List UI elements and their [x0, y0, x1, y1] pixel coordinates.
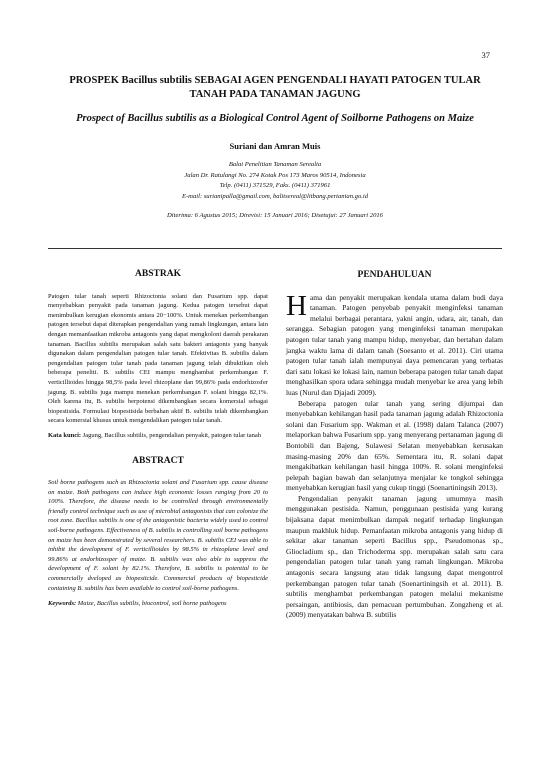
- pendahuluan-heading: PENDAHULUAN: [357, 270, 432, 280]
- drop-cap: H: [286, 289, 307, 322]
- pendahuluan-paragraph-1: [286, 289, 503, 399]
- affiliation-email: E-mail: surianipalla@gmail.com, balitsereal@litbang.pertanian.go.id: [181, 192, 369, 200]
- left-column: [48, 270, 268, 609]
- affiliation-phone: Telp. (0411) 371529, Faks. (0411) 371961: [219, 182, 331, 189]
- abstrak-heading: ABSTRAK: [135, 269, 181, 279]
- right-column: [286, 270, 503, 621]
- title-english: Prospect of Bacillus subtilis as a Biological Control Agent of Soilborne Pathogens on Maize: [76, 113, 474, 124]
- page-number: 37: [481, 50, 490, 60]
- abstrak-keywords: [48, 431, 268, 441]
- authors: Suriani dan Amran Muis: [229, 141, 321, 151]
- abstrak-keywords-text: Jagung, Bacillus subtilis, pengendalian penyakit, patogen tular tanah: [82, 431, 262, 439]
- divider-rule: [48, 248, 502, 249]
- pendahuluan-paragraph-3: Pengendalian penyakit tanaman jagung umumnya masih menggunakan pestisida. Namun, penggunaan pestisida yang kurang bijaksana dapat menimbulkan dampak negatif terhadap lingkungan maupun makhluk hidup. Pemanfaatan mikroba antagonis yang hidup di sekitar akar tanaman seperti Bacillus spp., Pseudomonas sp., Gliocladium sp., dan Trichoderma spp. merupakan salah satu cara pengendalian patogen tular tanah yang ramah lingkungan. Mikroba antagonis secara langsung atau tidak langsung dapat mengontrol perkembangan patogen tular tanah (Soenartiningsih et al. 2011). B. subtilis menghambat perkembangan patogen melalui mekanisme persaingan, antibiosis, dan pemacuan pertumbuhan. Zongzheng et al. (2009) menyatakan bahwa B. subtilis: [286, 493, 503, 620]
- abstrak-text: Patogen tular tanah seperti Rhizoctonia solani dan Fusarium spp. dapat menyebabkan penyakit pada tanaman jagung. Kedua patogen tersebut dapat menimbulkan kerugian ekonomis antara 20−100%. Untuk menekan perkembangan patogen tersebut dapat diterapkan pengendalian yang ramah lingkungan, antara lain dengan memanfaatkan mikroba antagonis yang dapat mengkoloni daerah perakaran tanaman. Bacillus subtilis merupakan salah satu bakteri antagonis yang banyak digunakan dalam pengendalian patogen tular tanah. Efektivitas B. subtilis dalam pengendalian patogen tular tanah pada tanaman jagung telah dibuktikan oleh beberapa peneliti. B. subtilis CEI mampu menghambat perkembangan F. verticillioides hingga 98,5% pada level rhizoplane dan 99,86% pada endorhizosfer jagung. B. subtilis juga mampu menekan perkembangan F. solani hingga 82,1%. Oleh karena itu, B. subtilis berpotensi dikembangkan secara komersial sebagai biopestisida. Formulasi biopestisida berbahan aktif B. subtilis telah dikembangkan secara komersial khusus untuk mengendalikan patogen tular tanah.: [48, 292, 268, 425]
- pendahuluan-paragraph-2: Beberapa patogen tular tanah yang sering dijumpai dan menyebabkan kehilangan hasil pada tanaman jagung adalah Rhizoctonia solani dan Fusarium spp. Wakman et al. (1998) dalam Talanca (2007) melaporkan bahwa Fusarium spp. yang menyerang pertanaman jagung di Bontobili dan Bajeng, Sulawesi Selatan menyebabkan kerusakan masing-masing 20% dan 65%. Sementara itu, R. solani dapat mengakibatkan kehilangan hasil hingga 100%. R. solani menginfeksi pelepah bagian bawah dan selanjutnya menjalar ke tongkol sehingga menyebabkan kerugian hasil yang cukup tinggi (Soenartiningsih 2013).: [286, 398, 503, 493]
- affiliation-institution: Balai Penelitian Tanaman Serealia: [228, 161, 322, 168]
- affiliation: [50, 160, 500, 202]
- submission-dates: Diterima: 6 Agustus 2015; Direvisi: 15 Januari 2016; Disetujui: 27 Januari 2016: [167, 212, 383, 219]
- affiliation-address: Jalan Dr. Ratulangi No. 274 Kotak Pos 173 Maros 90514, Indonesia: [184, 171, 366, 179]
- abstract-keywords-text: Maize, Bacillus subtilis, biocontrol, soil borne pathogens: [77, 600, 227, 608]
- title-indonesian: PROSPEK Bacillus subtilis SEBAGAI AGEN PENGENDALI HAYATI PATOGEN TULAR TANAH PADA TANAMAN JAGUNG: [69, 75, 481, 100]
- abstract-keywords: [48, 599, 268, 609]
- abstract-text: Soil borne pathogens such as Rhizoctonia solani and Fusarium spp. cause disease on maize. Both pathogens can induce high economic losses ranging from 20 to 100%. Therefore, the disease needs to be controlled through environmentally friendly control technique such as use of microbial antagonists that can colonize the root zone. Bacillus subtilis is one of the antagonistic bacteria widely used to control soil-borne pathogens. Effectiveness of B. subtilis in controlling soil borne pathogens on maize has been demonstrated by several researchers. B. subtilis CEI was able to inhibit the development of F. verticillioides by 98.5% in rhizoplane level and 99.86% at endorhizosper of maize. B. subtilis was also able to suppress the development of F. solani by 82.1%. Therefore, B. subtilis is potential to be commercially dveloped as biopesticide. Commercial products of biopesticide containing B. subtilis has been available to control soil-borne pathogens.: [48, 479, 268, 592]
- abstract-heading: ABSTRACT: [132, 455, 184, 466]
- pendahuluan-paragraph-1-text: ama dan penyakit merupakan kendala utama dalam budi daya tanaman. Patogen penyebab penyakit menginfeksi tanaman melalui berbagai perantara, yakni angin, udara, air, tanah, dan serangga. Sebagian patogen yang menginfeksi tanaman merupakan patogen tular tanah yang mampu hidup, menyebar, dan bertahan dalam jangka waktu lama di dalam tanah (Soesanto et al. 2011). Ciri utama patogen tular tanah ialah mempunyai daya pemencaran yang terbatas dari satu lokasi ke lokasi lain, namun beberapa patogen tular tanah dapat menghasilkan spora udara sehingga mudah menyebar ke area yang lebih luas (Nurul dan Djajadi 2009).: [286, 292, 503, 397]
- abstract-keywords-label: Keywords:: [48, 600, 77, 608]
- abstrak-keywords-label: Kata kunci:: [48, 431, 82, 439]
- title-block: [50, 74, 500, 219]
